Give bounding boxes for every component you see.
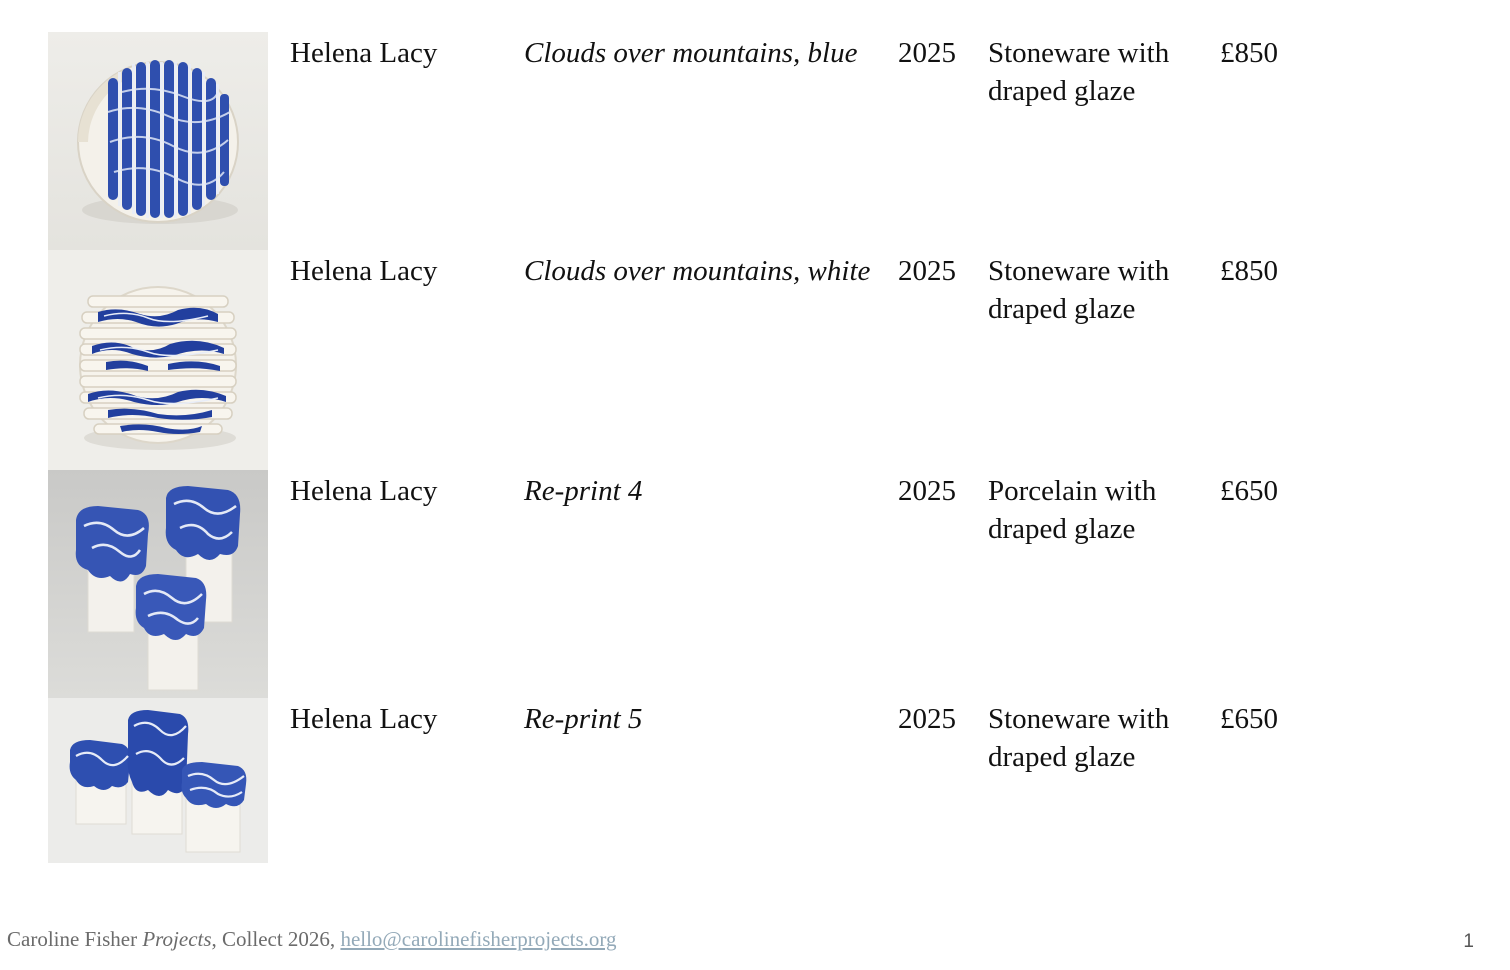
artwork-medium: Stoneware with draped glaze xyxy=(988,255,1170,325)
artwork-year: 2025 xyxy=(898,703,956,735)
artwork-price: £850 xyxy=(1220,37,1278,69)
artist-name: Helena Lacy xyxy=(290,37,438,69)
artwork-row xyxy=(48,250,1348,470)
artwork-title: Clouds over mountains, white xyxy=(524,255,871,287)
event-info: , Collect 2026, xyxy=(211,927,341,951)
contact-email-link[interactable]: hello@carolinefisherprojects.org xyxy=(340,927,617,951)
artwork-year: 2025 xyxy=(898,255,956,287)
artwork-row xyxy=(48,470,1348,698)
artist-name: Helena Lacy xyxy=(290,475,438,507)
gallery-suffix: Projects xyxy=(142,927,212,951)
artwork-title: Clouds over mountains, blue xyxy=(524,37,858,69)
artwork-year: 2025 xyxy=(898,37,956,69)
artist-name: Helena Lacy xyxy=(290,703,438,735)
artwork-year: 2025 xyxy=(898,475,956,507)
footer xyxy=(7,927,617,952)
artwork-price: £650 xyxy=(1220,475,1278,507)
artwork-list xyxy=(48,32,1348,863)
artwork-price: £650 xyxy=(1220,703,1278,735)
artwork-image-clouds-blue xyxy=(48,32,268,250)
artwork-medium: Stoneware with draped glaze xyxy=(988,37,1170,107)
artwork-image-clouds-white xyxy=(48,250,268,470)
artwork-medium: Stoneware with draped glaze xyxy=(988,703,1170,773)
artwork-title: Re-print 5 xyxy=(524,703,643,735)
gallery-name: Caroline Fisher xyxy=(7,927,138,951)
artwork-title: Re-print 4 xyxy=(524,475,643,507)
page-number: 1 xyxy=(1463,931,1474,952)
artwork-row xyxy=(48,698,1348,863)
artist-name: Helena Lacy xyxy=(290,255,438,287)
artwork-price: £850 xyxy=(1220,255,1278,287)
artwork-image-reprint-4 xyxy=(48,470,268,698)
artwork-row xyxy=(48,32,1348,250)
artwork-medium: Porcelain with draped glaze xyxy=(988,475,1157,545)
artwork-image-reprint-5 xyxy=(48,698,268,863)
